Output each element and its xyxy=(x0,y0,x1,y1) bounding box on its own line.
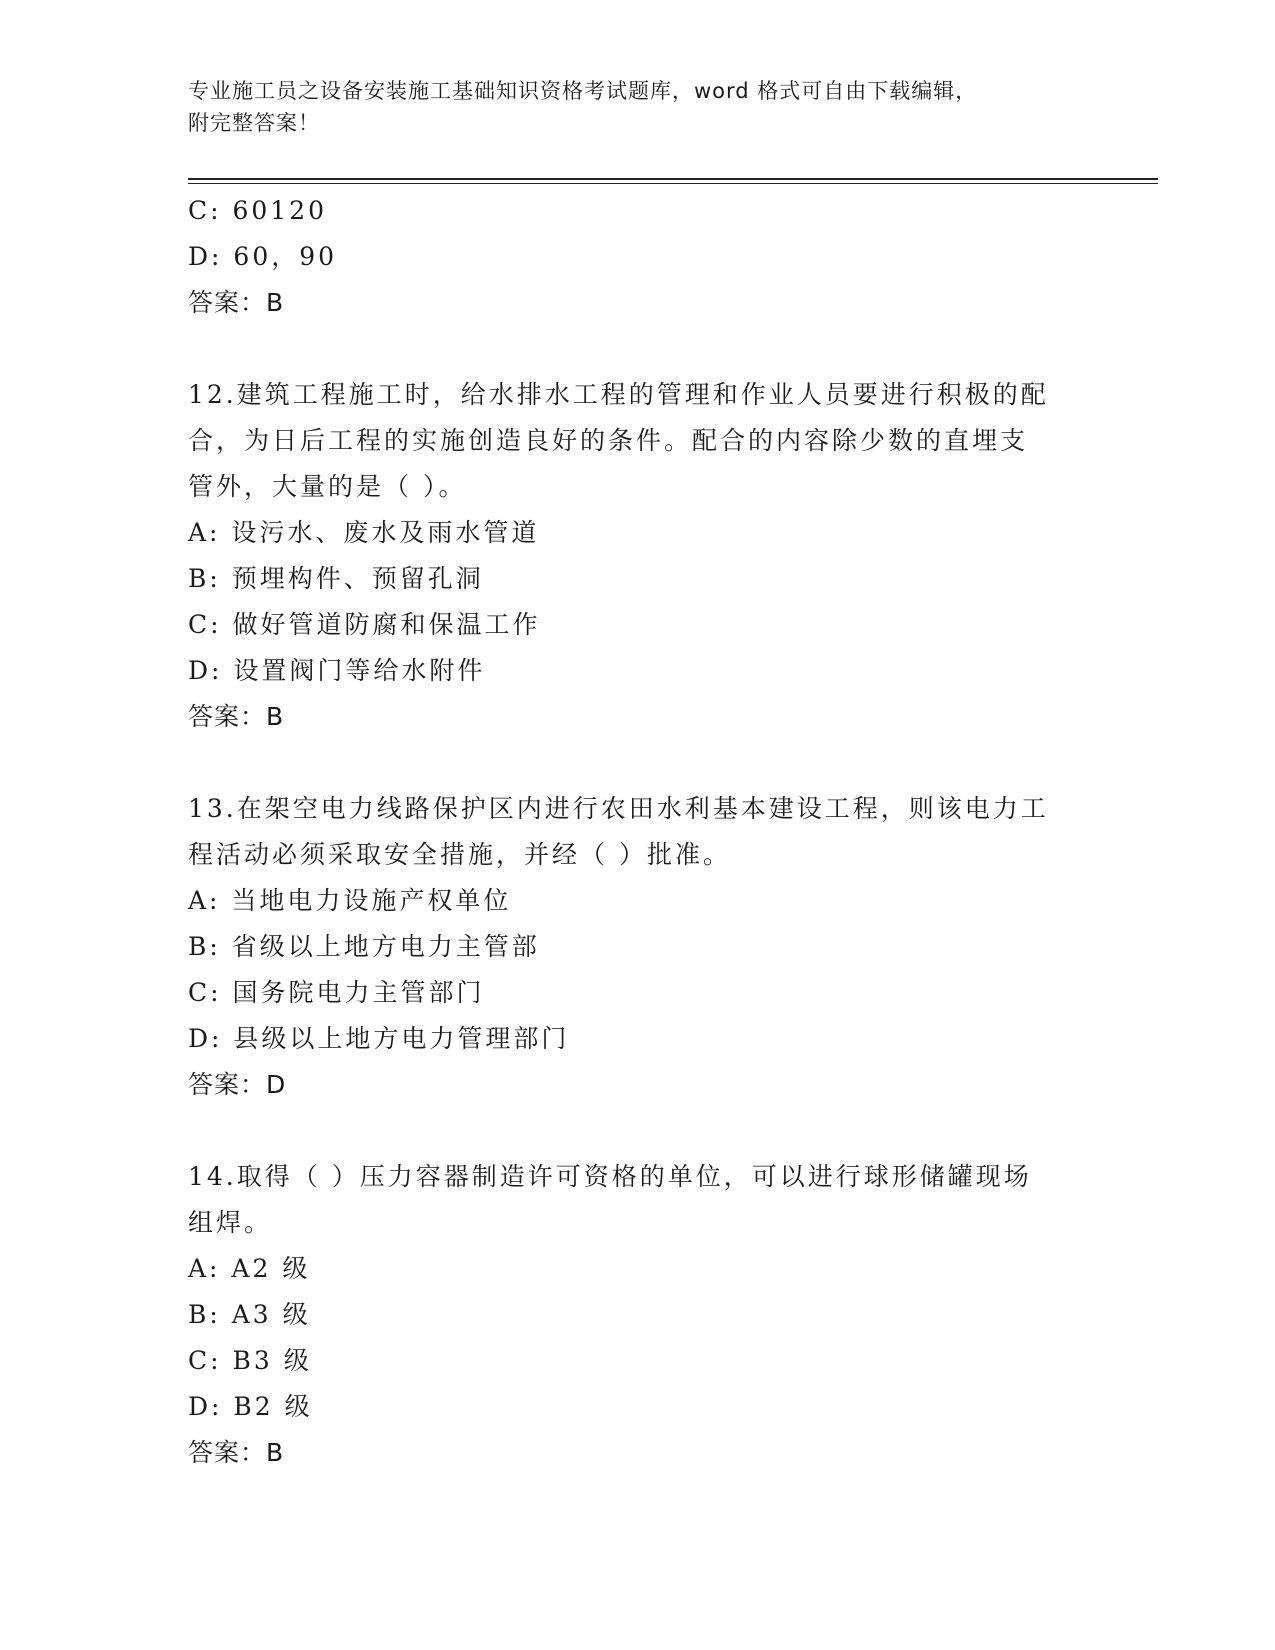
option-b: B: 省级以上地方电力主管部 xyxy=(188,932,540,961)
question-text-line: 合，为日后工程的实施创造良好的条件。配合的内容除少数的直埋支 xyxy=(188,426,1029,455)
answer-line: 答案：D xyxy=(188,1070,287,1099)
option-c: C: 60120 xyxy=(188,196,328,225)
question-text-line: 管外，大量的是（ ）。 xyxy=(188,472,467,501)
question-12 xyxy=(188,372,1088,740)
option-b: B: A3 级 xyxy=(188,1300,311,1329)
header-title-line-1: 专业施工员之设备安装施工基础知识资格考试题库，word 格式可自由下载编辑， xyxy=(188,79,978,103)
spacer xyxy=(188,740,1088,786)
page-header xyxy=(188,75,1068,139)
question-text-line: 组焊。 xyxy=(188,1208,273,1237)
question-text-line: 12.建筑工程施工时，给水排水工程的管理和作业人员要进行积极的配 xyxy=(188,380,1049,409)
spacer xyxy=(188,326,1088,372)
answer-line: 答案：B xyxy=(188,288,285,317)
question-text-line: 14.取得（ ）压力容器制造许可资格的单位，可以进行球形储罐现场 xyxy=(188,1162,1032,1191)
header-divider-thick xyxy=(188,178,1158,180)
option-a: A: 当地电力设施产权单位 xyxy=(188,886,512,915)
answer-line: 答案：B xyxy=(188,702,285,731)
header-divider-thin xyxy=(188,183,1158,184)
option-d: D: 60，90 xyxy=(188,242,338,271)
option-c: C: B3 级 xyxy=(188,1346,312,1375)
spacer xyxy=(188,1108,1088,1154)
option-a: A: 设污水、废水及雨水管道 xyxy=(188,518,540,547)
question-text-line: 程活动必须采取安全措施，并经（ ）批准。 xyxy=(188,840,731,869)
question-11-continuation xyxy=(188,188,1088,326)
answer-line: 答案：B xyxy=(188,1438,285,1467)
document-body xyxy=(188,188,1088,1476)
option-d: D: 县级以上地方电力管理部门 xyxy=(188,1024,570,1053)
question-14 xyxy=(188,1154,1088,1476)
option-c: C: 国务院电力主管部门 xyxy=(188,978,485,1007)
option-b: B: 预埋构件、预留孔洞 xyxy=(188,564,484,593)
option-d: D: 设置阀门等给水附件 xyxy=(188,656,486,685)
option-c: C: 做好管道防腐和保温工作 xyxy=(188,610,541,639)
header-title-line-2: 附完整答案！ xyxy=(188,111,320,135)
option-a: A: A2 级 xyxy=(188,1254,311,1283)
question-13 xyxy=(188,786,1088,1108)
question-text-line: 13.在架空电力线路保护区内进行农田水利基本建设工程，则该电力工 xyxy=(188,794,1049,823)
option-d: D: B2 级 xyxy=(188,1392,313,1421)
